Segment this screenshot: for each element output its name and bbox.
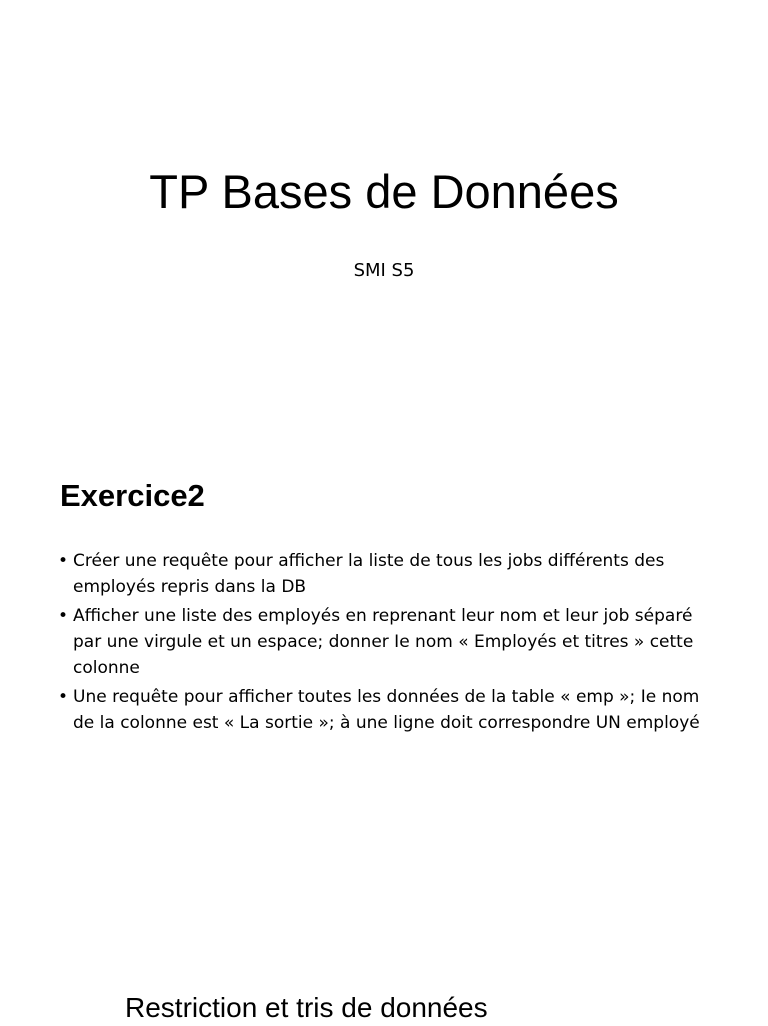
section-title: Restriction et tris de données [125,992,488,1023]
list-item: • Afficher une liste des employés en reprenant leur nom et leur job séparé par une virgule et un espace; donner Ie nom « Employés et titres » cette colonne [58,603,718,681]
exercise-heading: Exercice2 [60,478,205,513]
page-subtitle: SMI S5 [353,260,415,281]
exercise-bullet-list [58,548,718,739]
list-item: • Créer une requête pour afficher la liste de tous les jobs différents des employés repris dans la DB [58,548,718,600]
list-item: • Une requête pour afficher toutes les données de la table « emp »; Ie nom de la colonne est « La sortie »; à une ligne doit correspondre UN employé [58,684,718,736]
page-title: TP Bases de Données [149,165,619,218]
